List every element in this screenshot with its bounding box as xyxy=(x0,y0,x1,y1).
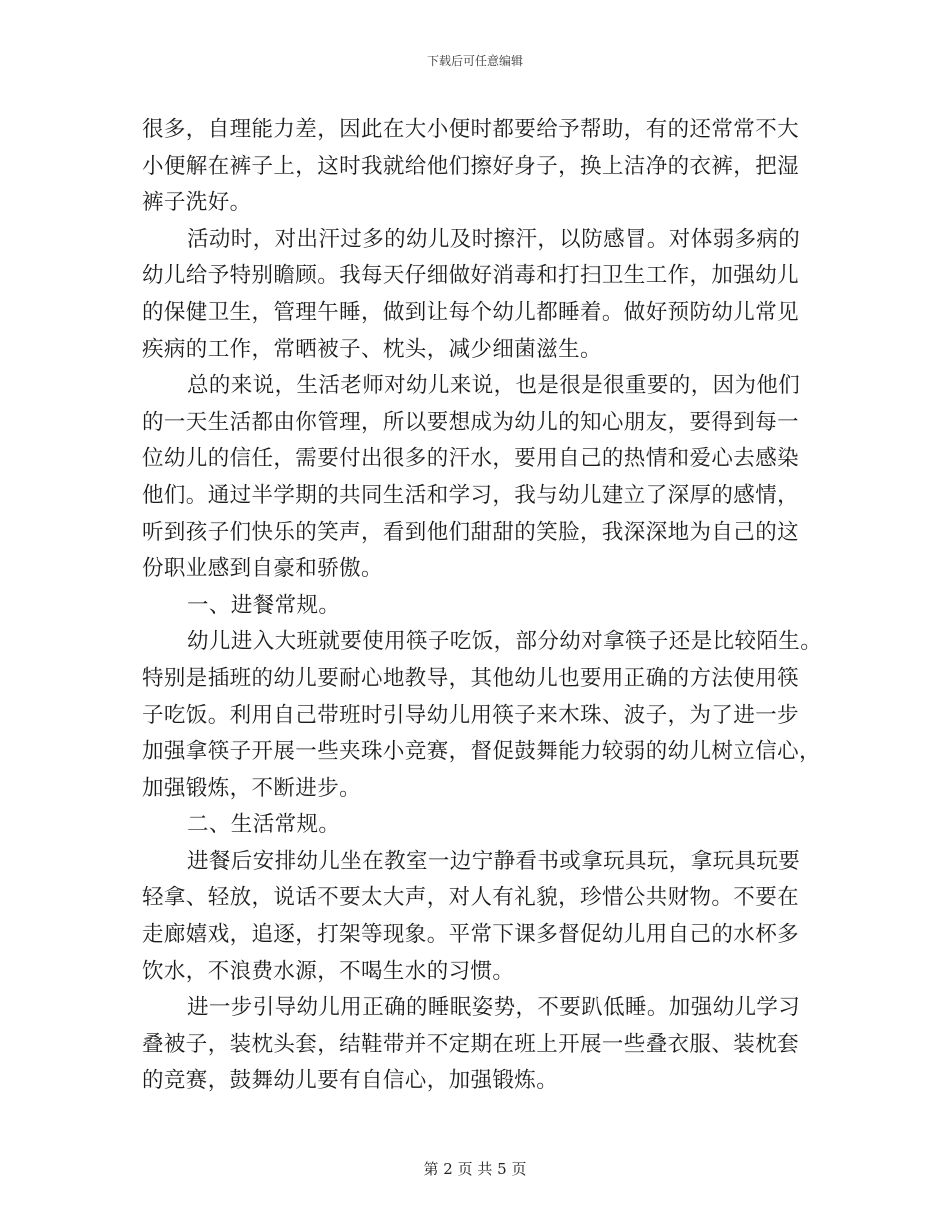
text-line: 轻拿、轻放，说话不要太大声，对人有礼貌，珍惜公共财物。不要在 xyxy=(142,885,800,911)
text-line: 饮水，不浪费水源，不喝生水的习惯。 xyxy=(142,958,515,984)
text-line: 二、生活常规。 xyxy=(187,812,341,838)
text-line: 份职业感到自豪和骄傲。 xyxy=(142,556,383,582)
page-header: 下载后可任意编辑 xyxy=(426,54,523,68)
text-line: 子吃饭。利用自己带班时引导幼儿用筷子来木珠、波子，为了进一步 xyxy=(142,702,800,728)
text-line: 总的来说，生活老师对幼儿来说，也是很是很重要的，因为他们 xyxy=(187,373,801,399)
text-line: 活动时，对出汗过多的幼儿及时擦汗，以防感冒。对体弱多病的 xyxy=(187,226,801,252)
text-line: 走廊嬉戏，追逐，打架等现象。平常下课多督促幼儿用自己的水杯多 xyxy=(142,922,800,948)
text-line: 很多，自理能力差，因此在大小便时都要给予帮助，有的还常常不大 xyxy=(142,117,800,142)
text-line: 小便解在裤子上，这时我就给他们擦好身子，换上洁净的衣裤，把湿 xyxy=(142,153,800,179)
text-line: 进一步引导幼儿用正确的睡眠姿势，不要趴低睡。加强幼儿学习 xyxy=(187,995,801,1021)
text-line: 幼儿进入大班就要使用筷子吃饭，部分幼对拿筷子还是比较陌生。 xyxy=(187,629,823,655)
text-line: 叠被子，装枕头套，结鞋带并不定期在班上开展一些叠衣服、装枕套 xyxy=(142,1031,800,1057)
page-footer: 第 2 页 共 5 页 xyxy=(423,1160,527,1178)
text-line: 疾病的工作，常晒被子、枕头，减少细菌滋生。 xyxy=(142,336,602,362)
text-line: 他们。通过半学期的共同生活和学习，我与幼儿建立了深厚的感情， xyxy=(142,482,800,508)
text-line: 加强锻炼，不断进步。 xyxy=(142,775,362,801)
text-line: 的一天生活都由你管理，所以要想成为幼儿的知心朋友，要得到每一 xyxy=(142,409,800,435)
text-line: 听到孩子们快乐的笑声，看到他们甜甜的笑脸，我深深地为自己的这 xyxy=(142,519,800,545)
text-line: 的保健卫生，管理午睡，做到让每个幼儿都睡着。做好预防幼儿常见 xyxy=(142,299,800,325)
text-line: 一、进餐常规。 xyxy=(187,592,341,618)
text-line: 进餐后安排幼儿坐在教室一边宁静看书或拿玩具玩，拿玩具玩要 xyxy=(187,848,801,874)
text-line: 的竞赛，鼓舞幼儿要有自信心，加强锻炼。 xyxy=(142,1068,559,1094)
text-line: 特别是插班的幼儿要耐心地教导，其他幼儿也要用正确的方法使用筷 xyxy=(142,665,800,691)
document-body xyxy=(142,112,822,1100)
text-line: 幼儿给予特别瞻顾。我每天仔细做好消毒和打扫卫生工作，加强幼儿 xyxy=(142,263,800,289)
text-line: 加强拿筷子开展一些夹珠小竞赛，督促鼓舞能力较弱的幼儿树立信心， xyxy=(142,739,821,765)
text-line: 裤子洗好。 xyxy=(142,190,252,216)
text-line: 位幼儿的信任，需要付出很多的汗水，要用自己的热情和爱心去感染 xyxy=(142,446,800,472)
